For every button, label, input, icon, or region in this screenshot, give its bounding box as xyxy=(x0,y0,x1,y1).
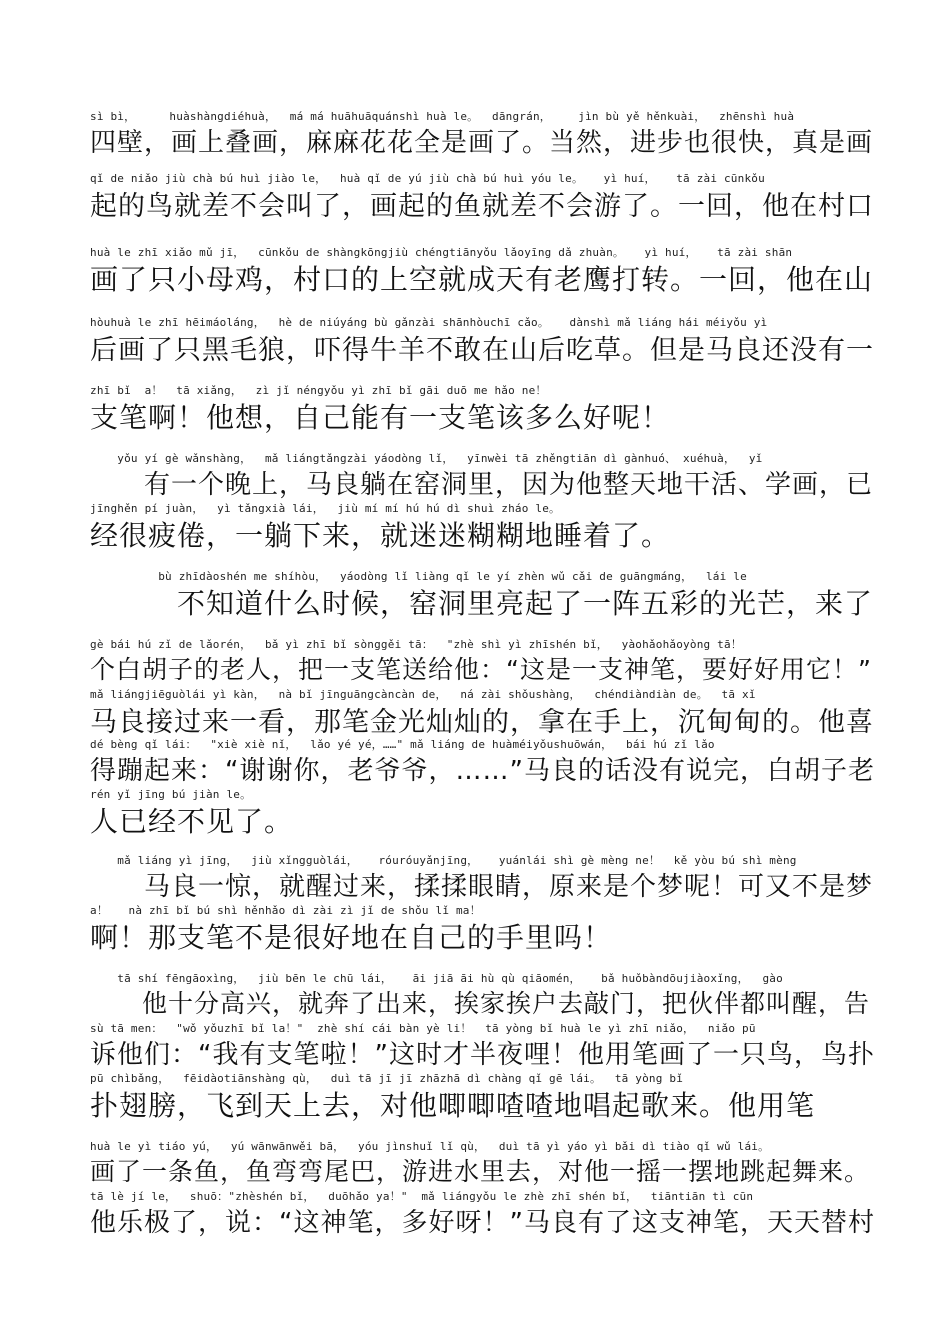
chinese-text: 有一个晚上，马良躺在窑洞里，因为他整天地干活、学画，已 xyxy=(90,470,874,500)
text-line xyxy=(90,170,880,228)
pinyin-annotation: a！ nà zhī bǐ bú shì hěnhǎo dì zài zì jǐ de shǒu lǐ ma！ xyxy=(90,904,481,917)
text-line xyxy=(90,382,880,440)
chinese-text: 画了只小母鸡，村口的上空就成天有老鹰打转。一回，他在山 xyxy=(90,263,874,296)
text-line xyxy=(90,902,880,960)
chinese-text: 起的鸟就差不会叫了，画起的鱼就差不会游了。一回，他在村口 xyxy=(90,191,874,222)
pinyin-annotation: tā lè jí le， shuō："zhèshén bǐ， duōhǎo ya！" mǎ liángyǒu le zhè zhī shén bǐ， tiāntiān tì cūn xyxy=(90,1190,754,1203)
chinese-text: 他乐极了，说：“这神笔，多好呀！”马良有了这支神笔，天天替村 xyxy=(90,1208,875,1238)
chinese-text: 啊！那支笔不是很好地在自己的手里吗！ xyxy=(90,921,613,954)
text-line xyxy=(90,786,880,844)
chinese-text: 马良一惊，就醒过来，揉揉眼睛，原来是个梦呢！可又不是梦 xyxy=(90,872,874,902)
pinyin-annotation: zhī bǐ a！ tā xiǎng， zì jǐ néngyǒu yì zhī bǐ gāi duō me hǎo ne！ xyxy=(90,384,547,397)
pinyin-annotation: hòuhuà le zhī hēimáoláng， hè de niúyáng bù gǎnzài shānhòuchī cǎo。 dànshì mǎ liáng hái méiyǒu yì xyxy=(90,316,768,329)
pinyin-annotation: jīnghěn pí juàn， yì tǎngxià lái， jiù mí mí hú hú dì shuì zháo le。 xyxy=(90,502,561,515)
chinese-text: 四壁，画上叠画，麻麻花花全是画了。当然，进步也很快，真是画 xyxy=(90,128,874,158)
pinyin-annotation: sù tā men： "wǒ yǒuzhī bǐ la！" zhè shí cái bàn yè li！ tā yòng bǐ huà le yì zhī niǎo， niǎo pū xyxy=(90,1022,756,1035)
text-line xyxy=(90,244,880,302)
chinese-text: 后画了只黑毛狼，吓得牛羊不敢在山后吃草。但是马良还没有一 xyxy=(90,335,874,366)
pinyin-annotation: huà le zhī xiǎo mǔ jī， cūnkǒu de shàngkōngjiù chéngtiānyǒu lǎoyīng dǎ zhuàn。 yì huí， tā zài shān xyxy=(90,246,793,259)
chinese-text: 诉他们：“我有支笔啦！”这时才半夜哩！他用笔画了一只鸟，鸟扑 xyxy=(90,1040,875,1070)
chinese-text: 经很疲倦，一躺下来，就迷迷糊糊地睡着了。 xyxy=(90,519,671,552)
pinyin-annotation: pū chìbǎng， fēidàotiānshàng qù， duì tā jī jī zhāzhā dì chàng qǐ gē lái。 tā yòng bǐ xyxy=(90,1072,684,1085)
text-line xyxy=(90,1070,880,1128)
pinyin-annotation: yǒu yí gè wǎnshàng， mǎ liángtǎngzài yáodòng lǐ， yīnwèi tā zhěngtiān dì gànhuó、 xuéhuà， yǐ xyxy=(90,452,763,465)
chinese-text: 马良接过来一看，那笔金光灿灿的，拿在手上，沉甸甸的。他喜 xyxy=(90,707,874,738)
pinyin-annotation: bù zhīdàoshén me shíhòu， yáodòng lǐ liàng qǐ le yí zhèn wǔ cǎi de guāngmáng， lái le xyxy=(90,570,747,583)
chinese-text: 人已经不见了。 xyxy=(90,805,294,838)
pinyin-annotation: mǎ liáng yì jīng， jiù xǐngguòlái， róuróuyǎnjīng， yuánlái shì gè mèng ne！ kě yòu bú shì mèng xyxy=(90,854,797,867)
pinyin-annotation: qǐ de niǎo jiù chà bú huì jiào le， huà qǐ de yú jiù chà bú huì yóu le。 yì huí， tā zài cūnkǒu xyxy=(90,172,765,185)
text-line xyxy=(90,108,880,166)
pinyin-annotation: huà le yì tiáo yú， yú wānwānwěi bā， yóu jìnshuǐ lǐ qù， duì tā yì yáo yì bǎi dì tiào qǐ wǔ lái。 xyxy=(90,1140,770,1153)
text-line xyxy=(90,500,880,558)
pinyin-annotation: dé bèng qǐ lái： "xiè xiè nǐ， lǎo yé yé，……" mǎ liáng de huàméiyǒushuōwán， bái hú zǐ lǎo xyxy=(90,738,715,751)
text-line xyxy=(90,1188,880,1246)
pinyin-annotation: tā shí fēngāoxìng， jiù bēn le chū lái， āi jiā āi hù qù qiāomén， bǎ huǒbàndōujiàoxǐng， gào xyxy=(90,972,783,985)
pinyin-annotation: mǎ liángjiēguòlái yì kàn， nà bǐ jīnguāngcàncàn de， ná zài shǒushàng， chéndiàndiàn de。 tā xǐ xyxy=(90,688,756,701)
chinese-text: 画了一条鱼，鱼弯弯尾巴，游进水里去，对他一摇一摆地跳起舞来。 xyxy=(90,1157,871,1186)
chinese-text: 支笔啊！他想，自己能有一支笔该多么好呢！ xyxy=(90,401,671,434)
chinese-text: 个白胡子的老人，把一支笔送给他：“这是一支神笔，要好好用它！” xyxy=(90,655,872,684)
pinyin-annotation: rén yǐ jīng bú jiàn le。 xyxy=(90,788,252,801)
chinese-text: 不知道什么时候，窑洞里亮起了一阵五彩的光芒，来了 xyxy=(90,587,874,620)
pinyin-annotation: sì bì， huàshàngdiéhuà， má má huāhuāquánshì huà le。 dāngrán， jìn bù yě hěnkuài， zhēnshì huà xyxy=(90,110,795,123)
text-line xyxy=(90,568,880,626)
chinese-text: 扑翅膀，飞到天上去，对他唧唧喳喳地唱起歌来。他用笔 xyxy=(90,1089,816,1122)
pinyin-annotation: gè bái hú zǐ de lǎorén， bǎ yì zhī bǐ sònggěi tā： "zhè shì yì zhīshén bǐ， yàohǎohǎoyòng tā！ xyxy=(90,638,743,651)
chinese-text: 他十分高兴，就奔了出来，挨家挨户去敲门，把伙伴都叫醒，告 xyxy=(90,989,871,1018)
text-line xyxy=(90,314,880,372)
chinese-text: 得蹦起来：“谢谢你，老爷爷，……”马良的话没有说完，白胡子老 xyxy=(90,756,875,786)
